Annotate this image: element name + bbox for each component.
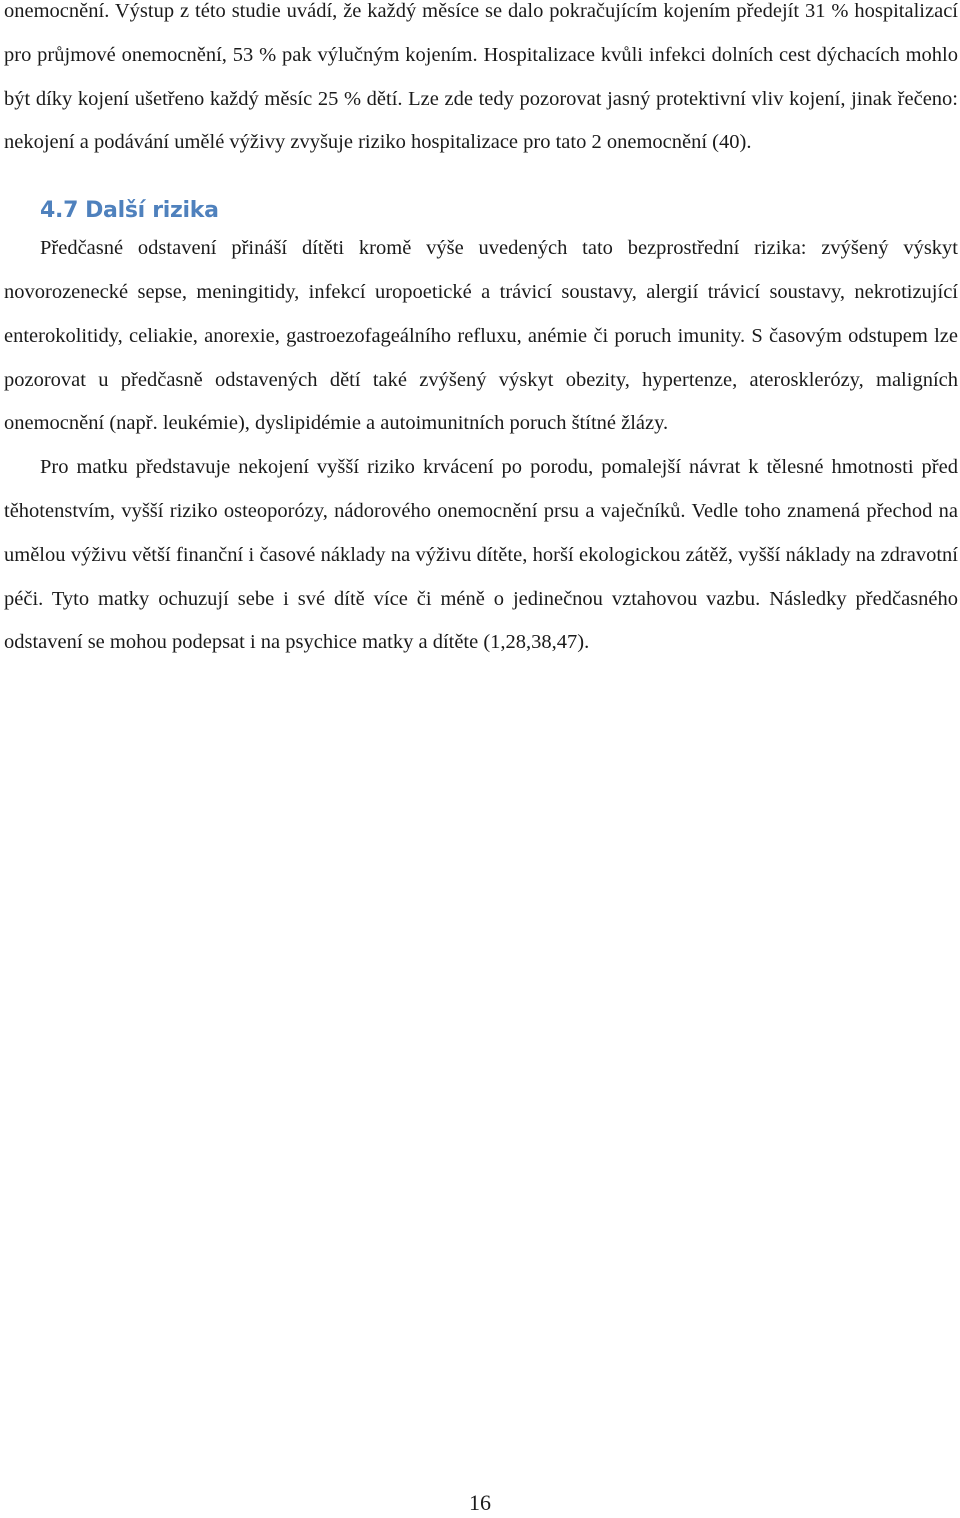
- paragraph-continuation: onemocnění. Výstup z této studie uvádí, že každý měsíce se dalo pokračujícím kojením předejít 31 % hospitalizací pro průjmové onemocnění, 53 % pak výlučným kojením. Hospitalizace kvůli infekci dolních cest dýchacích mohlo být díky kojení ušetřeno každý měsíc 25 % dětí. Lze zde tedy pozorovat jasný protektivní vliv kojení, jinak řečeno: nekojení a podávání umělé výživy zvyšuje riziko hospitalizace pro tato 2 onemocnění (40).: [4, 0, 958, 154]
- paragraph-mother-risks: Pro matku představuje nekojení vyšší riziko krvácení po porodu, pomalejší návrat k tělesné hmotnosti před těhotenstvím, vyšší riziko osteoporózy, nádorového onemocnění prsu a vaječníků. Vedle toho znamená přechod na umělou výživu větší finanční i časové náklady na výživu dítěte, horší ekologickou zátěž, vyšší náklady na zdravotní péči. Tyto matky ochuzují sebe i své dítě více či méně o jedinečnou vztahovou vazbu. Následky předčasného odstavení se mohou podepsat i na psychice matky a dítěte (1,28,38,47).: [4, 456, 958, 654]
- section-number: 4.7: [40, 198, 79, 224]
- paragraph-child-risks: Předčasné odstavení přináší dítěti kromě výše uvedených tato bezprostřední rizika: zvýšený výskyt novorozenecké sepse, meningitidy, infekcí uropoetické a trávicí soustavy, alergií trávicí soustavy, nekrotizující enterokolitidy, celiakie, anorexie, gastroezofageálního refluxu, anémie či poruch imunity. S časovým odstupem lze pozorovat u předčasně odstavených dětí také zvýšený výskyt obezity, hypertenze, aterosklerózy, maligních onemocnění (např. leukémie), dyslipidémie a autoimunitních poruch štítné žlázy.: [4, 237, 958, 435]
- section-heading: [40, 192, 958, 230]
- document-page: [4, 0, 958, 665]
- page-number: 16: [469, 1490, 491, 1515]
- section-title: Další rizika: [85, 198, 219, 224]
